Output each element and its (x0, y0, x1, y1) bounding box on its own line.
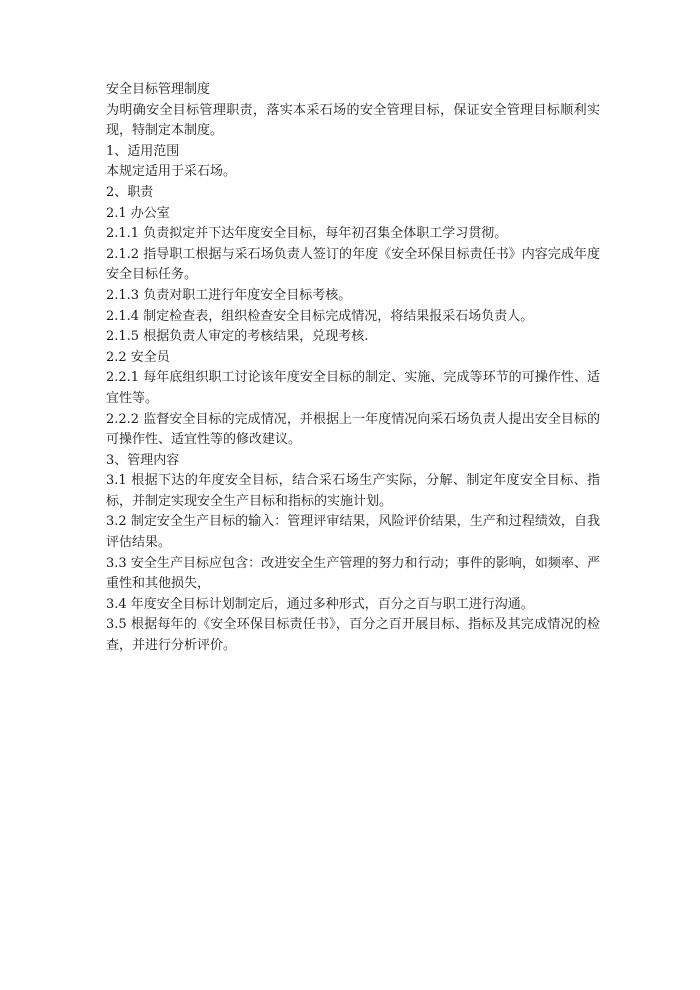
clause-3-3: 3.3 安全生产目标应包含：改进安全生产管理的努力和行动；事件的影响，如频率、严重性和其他损失， (106, 555, 600, 592)
clause-2-2-2: 2.2.2 监督安全目标的完成情况，并根据上一年度情况向采石场负责人提出安全目标的可操作性、适宜性等的修改建议。 (106, 411, 600, 448)
section-heading-duties: 2、职责 (106, 184, 154, 200)
clause-2-1-4: 2.1.4 制定检查表，组织检查安全目标完成情况，将结果报采石场负责人。 (106, 308, 534, 324)
document-body (106, 80, 600, 657)
clause-2-1-1: 2.1.1 负责拟定并下达年度安全目标，每年初召集全体职工学习贯彻。 (106, 226, 508, 242)
clause-3-4: 3.4 年度安全目标计划制定后，通过多种形式，百分之百与职工进行沟通。 (106, 596, 534, 612)
clause-2-1-5: 2.1.5 根据负责人审定的考核结果，兑现考核. (106, 329, 369, 345)
clause-3-1: 3.1 根据下达的年度安全目标，结合采石场生产实际，分解、制定年度安全目标、指标，并制定实现安全生产目标和指标的实施计划。 (106, 473, 600, 509)
subsection-heading-office: 2.1 办公室 (106, 205, 170, 221)
clause-2-2-1: 2.2.1 每年底组织职工讨论该年度安全目标的制定、实施、完成等环节的可操作性、适宜性等。 (106, 370, 600, 406)
subsection-heading-safety-officer: 2.2 安全员 (106, 349, 170, 365)
clause-3-2: 3.2 制定安全生产目标的输入：管理评审结果，风险评价结果，生产和过程绩效，自我评估结果。 (106, 514, 600, 551)
clause-2-1-3: 2.1.3 负责对职工进行年度安全目标考核。 (106, 287, 352, 303)
section-heading-management: 3、管理内容 (106, 452, 180, 468)
document-title: 安全目标管理制度 (106, 82, 211, 97)
intro-paragraph: 为明确安全目标管理职责，落实本采石场的安全管理目标，保证安全管理目标顺利实现，特制定本制度。 (106, 102, 600, 139)
section-heading-scope: 1、适用范围 (106, 143, 180, 159)
scope-paragraph: 本规定适用于采石场。 (106, 164, 237, 180)
clause-2-1-2: 2.1.2 指导职工根据与采石场负责人签订的年度《安全环保目标责任书》内容完成年度安全目标任务。 (106, 246, 600, 283)
clause-3-5: 3.5 根据每年的《安全环保目标责任书》，百分之百开展目标、指标及其完成情况的检查，并进行分析评价。 (106, 617, 600, 654)
